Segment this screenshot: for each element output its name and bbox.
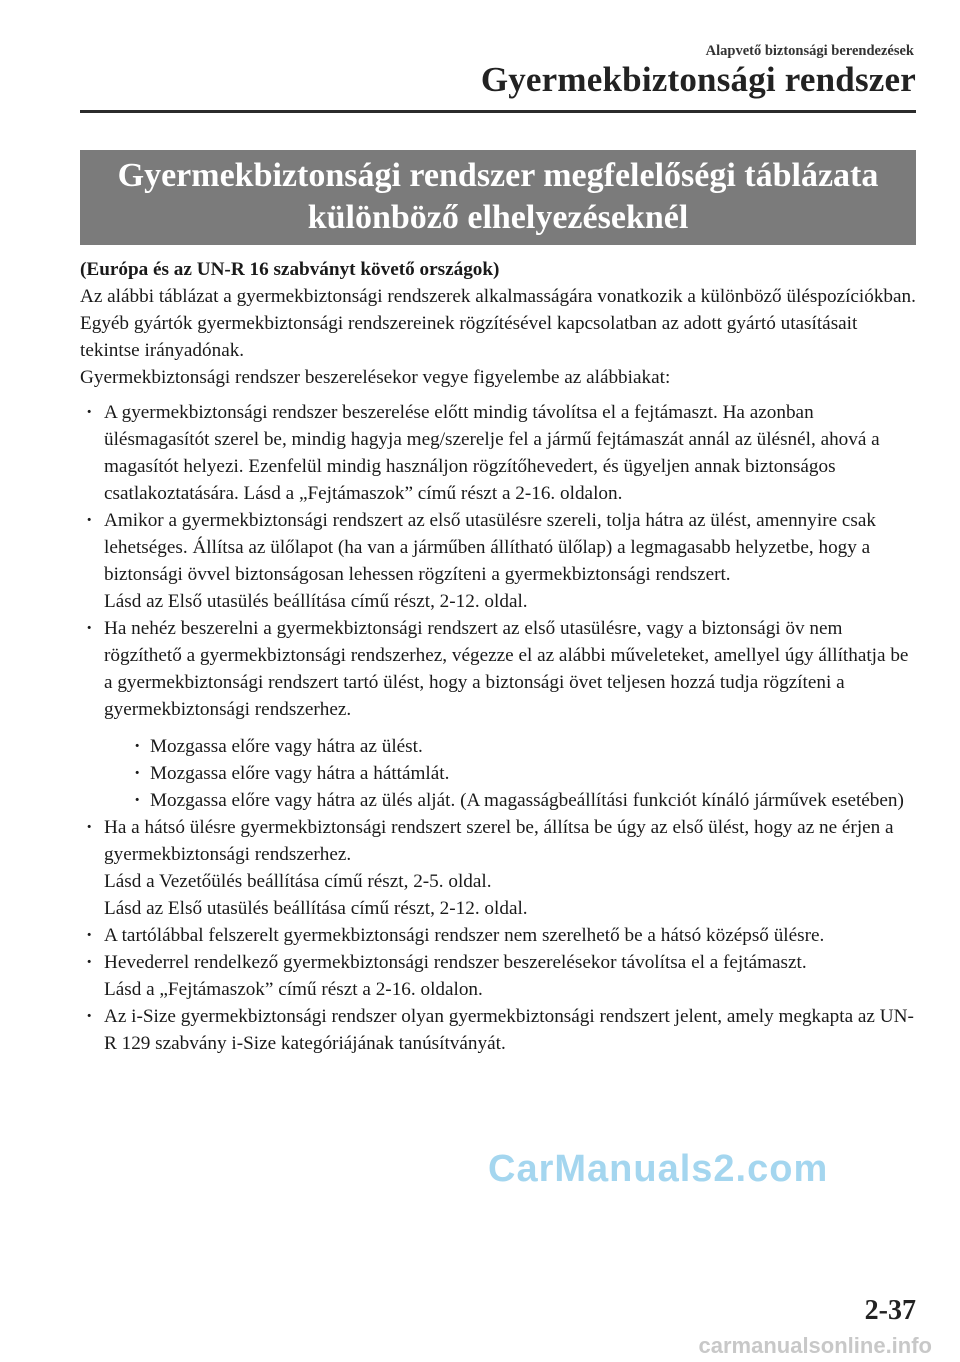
list-item-text: Hevederrel rendelkező gyermekbiztonsági rendszer beszerelésekor távolítsa el a fejtámaszt.: [104, 952, 807, 973]
section-label: Alapvető biztonsági berendezések: [705, 43, 914, 59]
page-title-box: [80, 150, 916, 245]
list-item-text: A tartólábbal felszerelt gyermekbiztonsági rendszer nem szerelhető be a hátsó középső ülésre.: [104, 925, 825, 946]
list-item-text: Ha a hátsó ülésre gyermekbiztonsági rendszert szerel be, állítsa be úgy az első ülést, hogy az ne érjen a gyermekbiztonsági rendszerhez.: [104, 817, 894, 865]
content: [80, 256, 920, 1057]
page-title-line-1: Gyermekbiztonsági rendszer megfelelőségi táblázata: [117, 157, 879, 194]
sub-list-item: · Mozgassa előre vagy hátra a háttámlát.: [104, 760, 920, 787]
list-item: [80, 615, 920, 814]
footer-site-link[interactable]: carmanualsonline.info: [698, 1333, 932, 1358]
sub-list-item: · Mozgassa előre vagy hátra az ülést.: [104, 733, 920, 760]
list-item-text: Az i-Size gyermekbiztonsági rendszer olyan gyermekbiztonsági rendszert jelent, amely megkapta az UN-R 129 szabvány i-Size kategóriájának tanúsítványát.: [104, 1006, 914, 1054]
sub-bullet-list: [104, 733, 920, 814]
list-item-text: A gyermekbiztonsági rendszer beszerelése előtt mindig távolítsa el a fejtámaszt. Ha azonban ülésmagasítót szerel be, mindig hagyja meg/szerelje fel a jármű fejtámaszát annál az ülésnél, ahová a magasítót helyezi. Ezenfelül mindig használjon rögzítőhevedert, és ügyeljen annak biztonságos csatlakoztatására. Lásd a „Fejtámaszok” című részt a 2-16. oldalon.: [104, 402, 880, 504]
page-reference: Lásd az Első utasülés beállítása című részt, 2-12. oldal.: [104, 898, 528, 919]
list-item: [80, 399, 920, 507]
page-reference: Lásd a „Fejtámaszok” című részt a 2-16. oldalon.: [104, 979, 483, 1000]
list-item-text: Ha nehéz beszerelni a gyermekbiztonsági rendszert az első utasülésre, vagy a biztonsági öv nem rögzíthető a gyermekbiztonsági rendszerhez, végezze el az alábbi műveleteket, amellyel úgy állíthatja be a gyermekbiztonsági rendszert tartó ülést, hogy a biztonsági övet teljesen hozzá tudja rögzíteni a gyermekbiztonsági rendszerhez.: [104, 618, 909, 720]
region-heading: (Európa és az UN-R 16 szabványt követő országok): [80, 259, 500, 280]
list-item: [80, 814, 920, 922]
list-item: [80, 922, 920, 949]
intro-paragraph: Az alábbi táblázat a gyermekbiztonsági rendszerek alkalmasságára vonatkozik a különböző üléspozíciókban. Egyéb gyártók gyermekbiztonsági rendszereinek rögzítésével kapcsolatban az adott gyártó utasításait tekintse irányadónak.: [80, 286, 916, 361]
watermark-logo: CarManuals2.com: [488, 1148, 829, 1190]
page-reference: Lásd a Vezetőülés beállítása című részt, 2-5. oldal.: [104, 871, 492, 892]
page-title-line-2: különböző elhelyezéseknél: [307, 199, 689, 236]
page-number: 2-37: [864, 1295, 916, 1326]
header-rule: [80, 110, 916, 113]
list-item: [80, 507, 920, 615]
list-item: [80, 949, 920, 1003]
chapter-title: Gyermekbiztonsági rendszer: [480, 60, 916, 99]
page-reference: Lásd az Első utasülés beállítása című részt, 2-12. oldal.: [104, 591, 528, 612]
bullet-list: [80, 399, 920, 1057]
list-item: [80, 1003, 920, 1057]
sub-list-item: · Mozgassa előre vagy hátra az ülés alját. (A magasságbeállítási funkciót kínáló járművek esetében): [104, 787, 920, 814]
list-item-text: Amikor a gyermekbiztonsági rendszert az első utasülésre szereli, tolja hátra az ülést, amennyire csak lehetséges. Állítsa az ülőlapot (ha van a járműben állítható ülőlap) a legmagasabb helyzetbe, hogy a biztonsági övvel biztonságosan lehessen rögzíteni a gyermekbiztonsági rendszert.: [104, 510, 876, 585]
intro-instruction: Gyermekbiztonsági rendszer beszerelésekor vegye figyelembe az alábbiakat:: [80, 367, 671, 388]
